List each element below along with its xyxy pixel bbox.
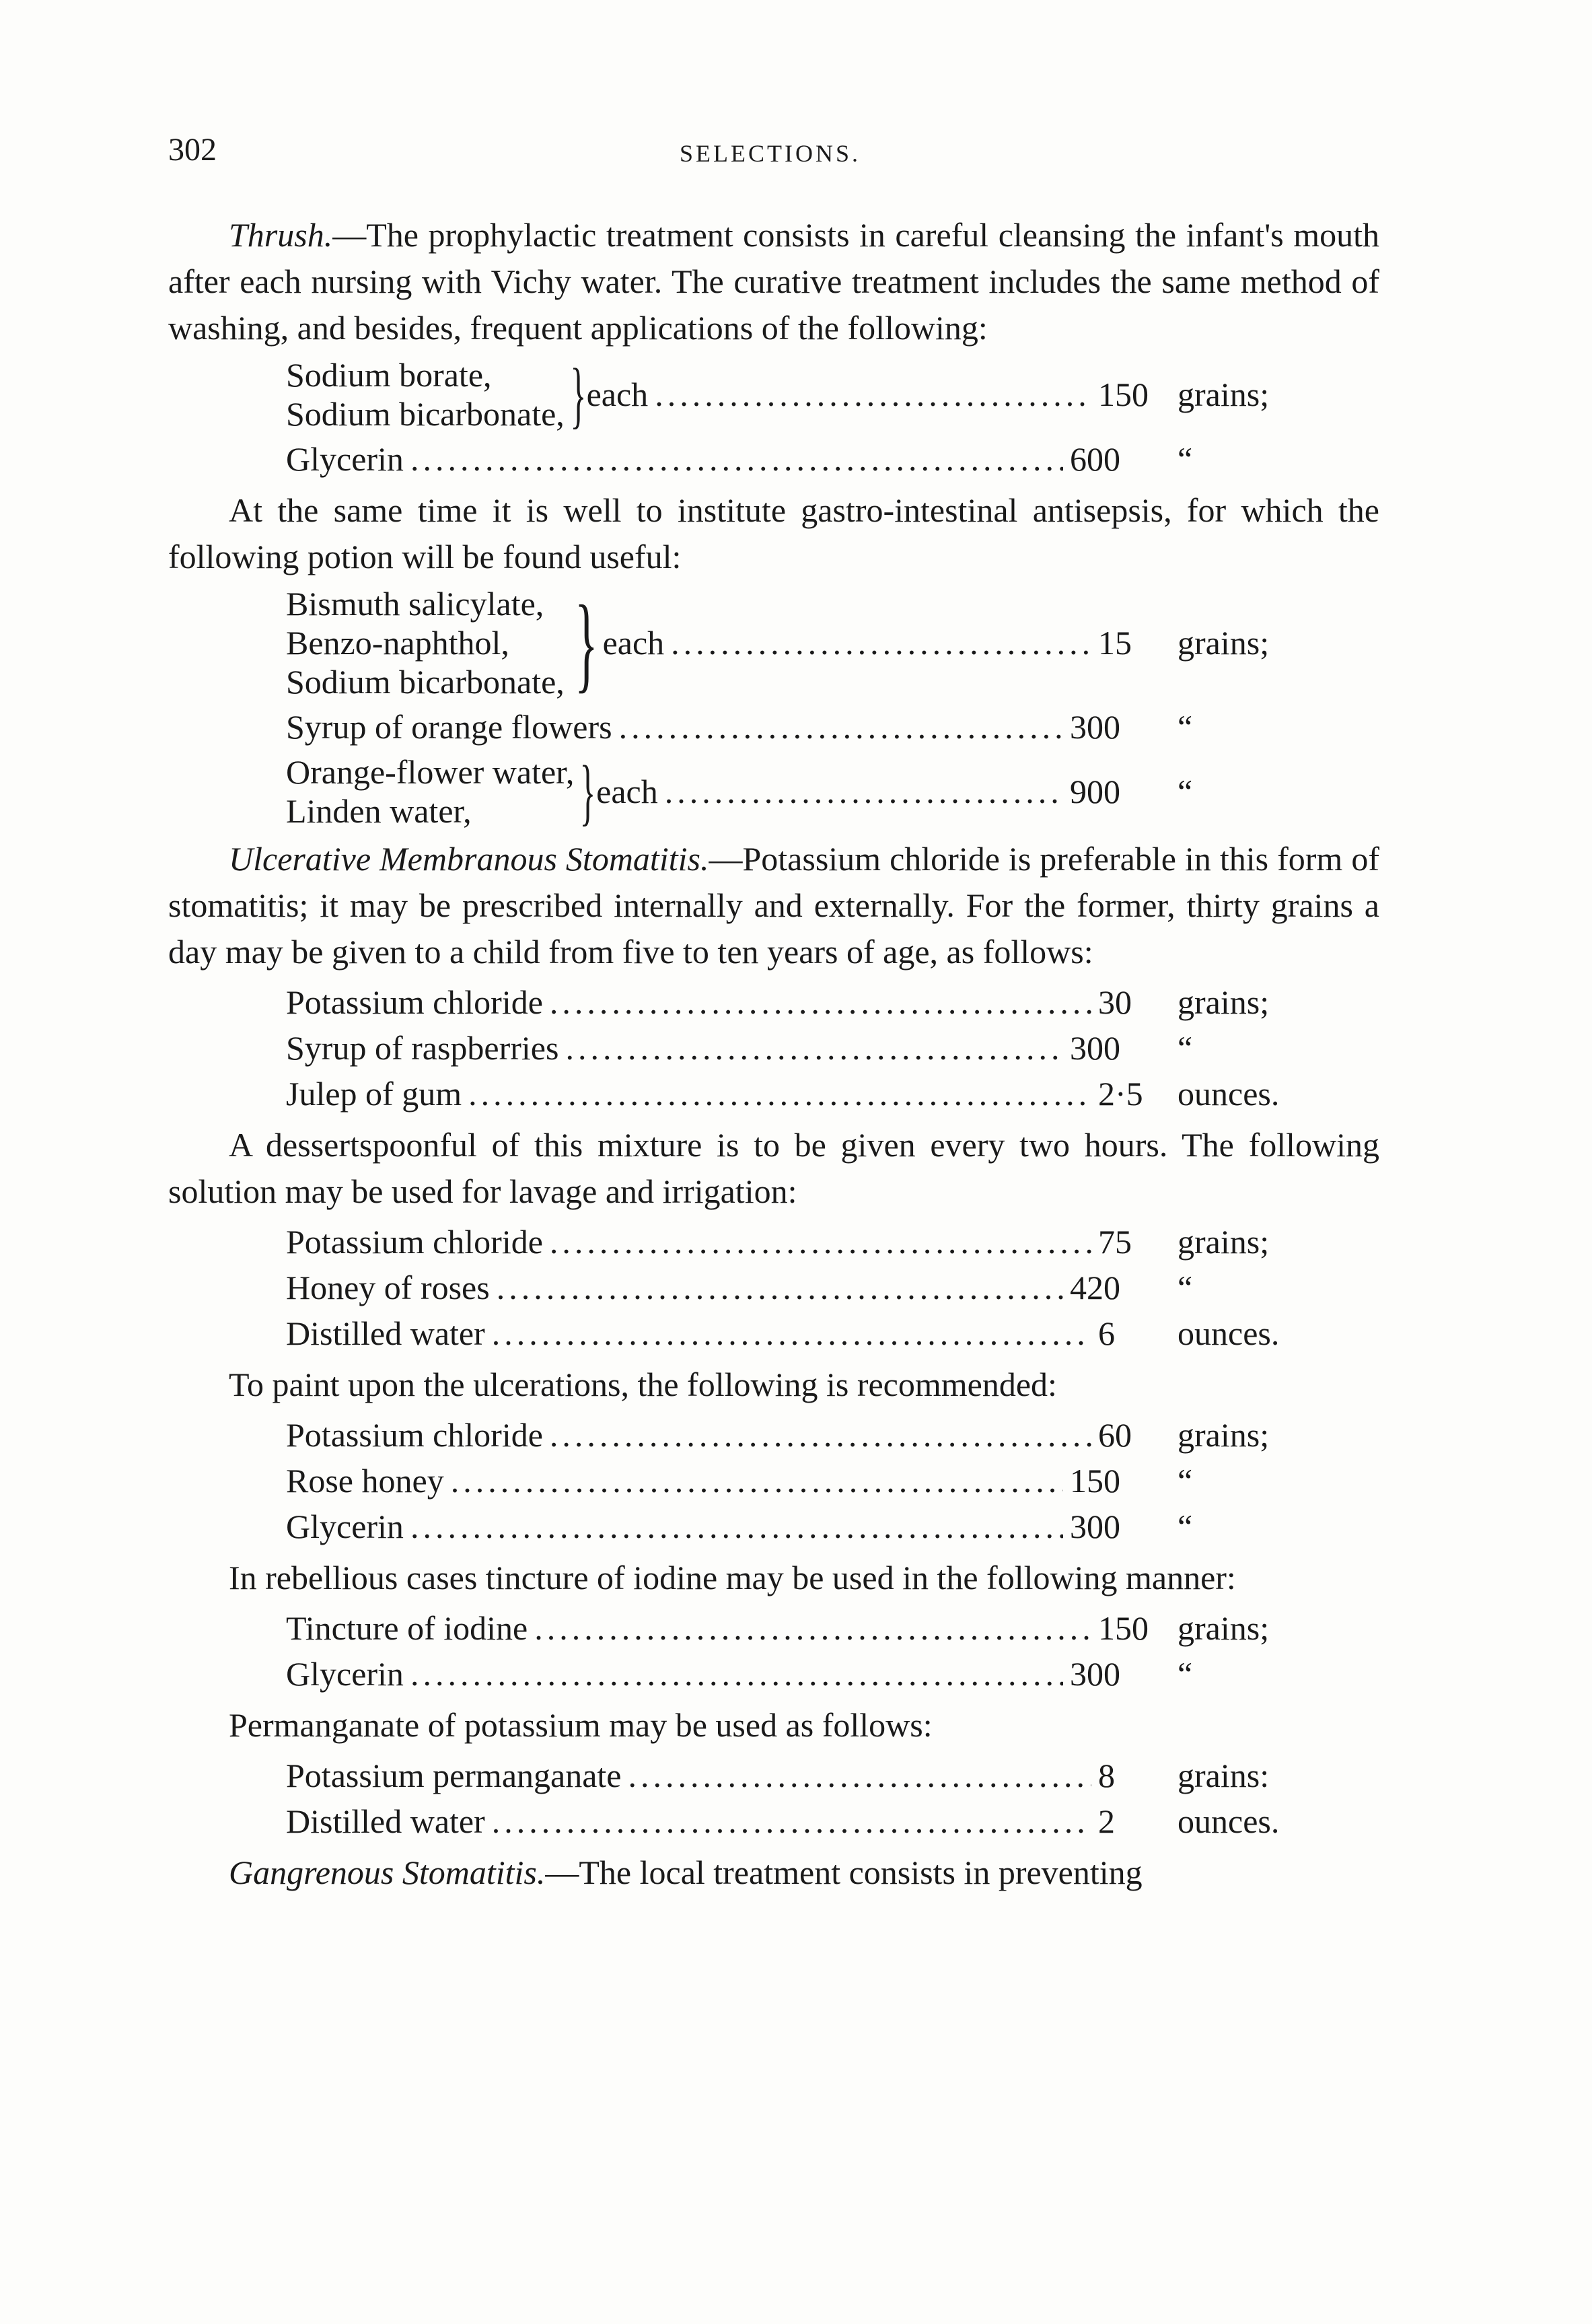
dot-leader [468, 1071, 1091, 1117]
rx-unit: grains; [1178, 1415, 1270, 1454]
rx-amount: 15 [1098, 623, 1132, 662]
rx-amount: 150 [1070, 1461, 1120, 1500]
prescription-ulcerative-2 [168, 1219, 1379, 1356]
rx-amount: 300 [1070, 1507, 1120, 1545]
rx-unit: “ [1178, 1461, 1193, 1500]
rx-amount: 2 [1098, 1802, 1115, 1840]
page-header [168, 131, 1379, 172]
rx-unit: “ [1178, 1654, 1193, 1693]
dot-leader [451, 1458, 1063, 1504]
rx-unit: ounces. [1178, 1074, 1280, 1113]
rx-name: Glycerin [286, 1654, 404, 1693]
ulcerative-text: —Potassium chloride is preferable in this form of stomatitis; it may be prescribed internally and externally. For the former, thirty grains a day may be given to a child from five to ten years of age, as follows: [168, 840, 1379, 971]
prescription-ulcerative-5 [168, 1753, 1379, 1844]
dot-leader [492, 1310, 1091, 1357]
rx-name: Honey of roses [286, 1268, 490, 1306]
rx-line [286, 1412, 1379, 1458]
rx-line [286, 704, 1379, 750]
rx-amount: 600 [1070, 439, 1120, 478]
rx-unit: “ [1178, 1268, 1193, 1306]
rx-each: each [586, 375, 649, 413]
dot-leader [550, 1412, 1091, 1458]
prescription-ulcerative-1 [168, 979, 1379, 1117]
rx-line [286, 1798, 1379, 1844]
rx-line [286, 1458, 1379, 1504]
rx-line [286, 1071, 1379, 1117]
rx-amount: 420 [1070, 1268, 1120, 1306]
dot-leader [655, 372, 1091, 418]
rx-name: Distilled water [286, 1802, 485, 1840]
rx-line [286, 979, 1379, 1025]
rx-amount: 300 [1070, 1654, 1120, 1693]
thrush-paragraph-2: At the same time it is well to institute gastro-intestinal antisepsis, for which the following potion will be found useful: [168, 491, 1379, 575]
brace-icon: } [579, 750, 596, 833]
rx-group-names [286, 752, 574, 831]
body-text [168, 212, 1379, 1896]
rx-name: Rose honey [286, 1461, 444, 1500]
rx-name: Potassium chloride [286, 1415, 543, 1454]
rx-name: Linden water, [286, 792, 472, 830]
rx-name: Sodium borate, [286, 356, 492, 394]
rx-each: each [596, 772, 658, 810]
rx-name: Sodium bicarbonate, [286, 395, 565, 433]
rx-unit: ounces. [1178, 1802, 1280, 1840]
rx-line [286, 1265, 1379, 1310]
rx-name: Benzo-naphthol, [286, 624, 509, 662]
rx-amount: 8 [1098, 1756, 1115, 1794]
rx-group-line [286, 584, 1379, 701]
prescription-thrush-1 [168, 355, 1379, 482]
rx-amount: 300 [1070, 707, 1120, 746]
rx-name: Potassium permanganate [286, 1756, 622, 1794]
rx-group-names [286, 584, 565, 701]
dot-leader [619, 704, 1063, 750]
dot-leader [410, 1651, 1063, 1697]
rx-name: Tincture of iodine [286, 1609, 528, 1647]
rx-amount: 6 [1098, 1314, 1115, 1352]
dot-leader [550, 1219, 1091, 1265]
rx-name: Orange-flower water, [286, 753, 575, 791]
rx-group-line [286, 355, 1379, 433]
rx-unit: grains: [1178, 1756, 1270, 1794]
rx-name: Glycerin [286, 439, 404, 478]
rx-amount: 900 [1070, 772, 1120, 810]
dot-leader [565, 1025, 1063, 1071]
rx-line [286, 1753, 1379, 1798]
rx-name: Syrup of orange flowers [286, 707, 612, 746]
thrush-title: Thrush. [229, 216, 333, 254]
rx-group-names [286, 355, 565, 433]
dot-leader [410, 436, 1063, 483]
rx-group-line [286, 752, 1379, 831]
rx-line [286, 1310, 1379, 1356]
rx-name: Potassium chloride [286, 1222, 543, 1261]
rx-amount: 300 [1070, 1028, 1120, 1067]
dot-leader [492, 1798, 1091, 1845]
rx-name: Bismuth salicylate, [286, 585, 544, 623]
rx-line [286, 1504, 1379, 1549]
ulcerative-paragraph-2: A dessertspoonful of this mixture is to be given every two hours. The following solution may be used for lavage and irrigation: [168, 1126, 1379, 1210]
rx-name: Glycerin [286, 1507, 404, 1545]
gangrenous-text: —The local treatment consists in preventing [545, 1854, 1143, 1891]
rx-unit: “ [1178, 707, 1193, 746]
rx-amount: 2·5 [1098, 1074, 1143, 1113]
rx-unit: grains; [1178, 1609, 1270, 1647]
rx-amount: 150 [1098, 375, 1149, 413]
rx-amount: 75 [1098, 1222, 1132, 1261]
ulcerative-paragraph-5: Permanganate of potassium may be used as follows: [229, 1706, 933, 1744]
dot-leader [497, 1265, 1063, 1311]
ulcerative-title: Ulcerative Membranous Stomatitis. [229, 840, 709, 878]
brace-icon: } [574, 583, 598, 703]
rx-line [286, 1651, 1379, 1697]
rx-unit: grains; [1178, 375, 1270, 413]
dot-leader [534, 1605, 1091, 1652]
dot-leader [628, 1753, 1092, 1799]
ulcerative-paragraph [168, 836, 1379, 975]
brace-icon: } [570, 353, 587, 435]
ulcerative-paragraph-3: To paint upon the ulcerations, the following is recommended: [229, 1366, 1057, 1403]
dot-leader [671, 620, 1091, 666]
prescription-ulcerative-4 [168, 1605, 1379, 1697]
thrush-text: —The prophylactic treatment consists in careful cleansing the infant's mouth after each nursing with Vichy water. The curative treatment includes the same method of washing, and besides, frequent applications of the following: [168, 216, 1379, 347]
rx-each: each [602, 623, 665, 662]
page-number: 302 [168, 132, 217, 168]
rx-line [286, 1025, 1379, 1071]
prescription-thrush-2 [168, 584, 1379, 831]
gangrenous-title: Gangrenous Stomatitis. [229, 1854, 546, 1891]
rx-unit: grains; [1178, 623, 1270, 662]
rx-line [286, 1605, 1379, 1651]
rx-line [286, 436, 1379, 482]
rx-amount: 150 [1098, 1609, 1149, 1647]
rx-unit: grains; [1178, 1222, 1270, 1261]
rx-unit: “ [1178, 772, 1193, 810]
dot-leader [665, 769, 1063, 815]
rx-name: Sodium bicarbonate, [286, 663, 565, 701]
prescription-ulcerative-3 [168, 1412, 1379, 1549]
thrush-paragraph [168, 212, 1379, 351]
rx-unit: “ [1178, 1028, 1193, 1067]
gangrenous-paragraph [168, 1850, 1379, 1896]
rx-name: Julep of gum [286, 1074, 462, 1113]
running-title: SELECTIONS. [680, 140, 861, 167]
rx-name: Syrup of raspberries [286, 1028, 559, 1067]
rx-line [286, 1219, 1379, 1265]
ulcerative-paragraph-4: In rebellious cases tincture of iodine may be used in the following manner: [229, 1559, 1236, 1596]
rx-name: Distilled water [286, 1314, 485, 1352]
rx-unit: “ [1178, 439, 1193, 478]
dot-leader [550, 979, 1091, 1026]
rx-unit: ounces. [1178, 1314, 1280, 1352]
rx-amount: 60 [1098, 1415, 1132, 1454]
dot-leader [410, 1504, 1063, 1550]
rx-amount: 30 [1098, 983, 1132, 1021]
rx-unit: grains; [1178, 983, 1270, 1021]
rx-unit: “ [1178, 1507, 1193, 1545]
rx-name: Potassium chloride [286, 983, 543, 1021]
